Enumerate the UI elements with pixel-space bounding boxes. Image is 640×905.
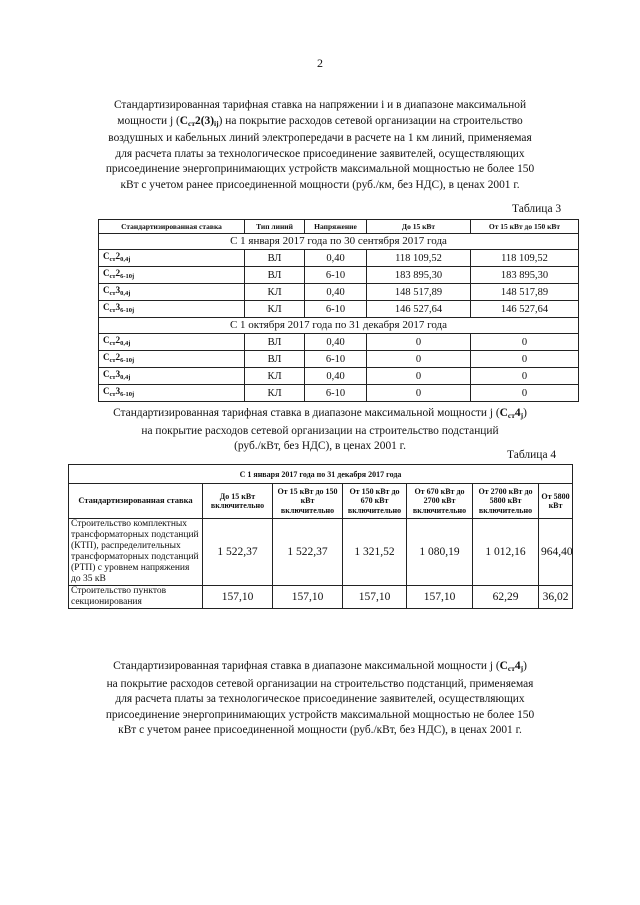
formula-index: 3 — [115, 285, 121, 295]
value-cell: 146 527,64 — [367, 301, 471, 318]
heading-line: на покрытие расходов сетевой организации на строительство подстанций, применяемая — [106, 677, 534, 690]
formula-subscript: ст — [507, 664, 515, 673]
period-label: С 1 января 2017 года по 30 сентября 2017 года — [99, 234, 579, 250]
table-row — [99, 368, 579, 385]
rate-cell — [99, 301, 245, 318]
heading-text: ) — [523, 407, 527, 419]
heading-line: присоединение энергопринимающих устройств максимальной мощностью не более 150 — [105, 708, 535, 721]
line-type-cell: ВЛ — [245, 351, 305, 368]
heading-line — [100, 406, 540, 424]
heading-table3 — [100, 98, 540, 193]
column-header: От 15 кВт до 150 кВт — [471, 220, 579, 234]
heading-line — [100, 659, 540, 677]
heading-text: ) — [523, 660, 527, 672]
voltage-cell: 0,40 — [305, 284, 367, 301]
table4-label: Таблица 4 — [507, 449, 557, 461]
period-row — [99, 318, 579, 334]
formula-index: 2 — [115, 335, 121, 345]
formula-index: 2 — [115, 268, 121, 278]
formula-index: 2 — [115, 251, 121, 261]
table-row — [99, 284, 579, 301]
heading-line: кВт с учетом ранее присоединенной мощности (руб./кВт, без НДС), в ценах 2001 г. — [118, 724, 522, 736]
formula-subscript: 6-10j — [120, 273, 135, 280]
voltage-cell: 6-10 — [305, 385, 367, 402]
formula-subscript: 6-10j — [120, 357, 135, 364]
period-label: С 1 января 2017 года по 31 декабря 2017 года — [69, 465, 573, 484]
formula-subscript: ст — [109, 391, 116, 398]
rate-cell — [99, 385, 245, 402]
value-cell: 0 — [367, 351, 471, 368]
formula-index: 3 — [115, 386, 121, 396]
rate-name-cell: Строительство комплектных трансформаторных подстанций (КТП), распределительных трансформаторных подстанций (РТП) с уровнем напряжения до 35 кВ — [69, 519, 203, 586]
value-cell: 146 527,64 — [471, 301, 579, 318]
line-type-cell: ВЛ — [245, 267, 305, 284]
formula-letter: C — [103, 352, 110, 362]
rate-cell — [99, 334, 245, 351]
formula-subscript: ст — [109, 290, 116, 297]
table-header-row — [99, 220, 579, 234]
formula-subscript: j — [520, 664, 524, 673]
value-cell: 0 — [471, 368, 579, 385]
table-row — [99, 301, 579, 318]
formula-index: 2(3) — [195, 114, 215, 127]
formula-subscript: 6-10j — [120, 307, 135, 314]
column-header: От 670 кВт до 2700 кВт включительно — [407, 484, 473, 519]
formula-letter: C — [103, 369, 110, 379]
table-row — [99, 267, 579, 284]
formula-subscript: ст — [109, 273, 116, 280]
value-cell: 1 522,37 — [273, 519, 343, 586]
table4 — [68, 464, 573, 609]
formula-subscript: 0,4j — [120, 256, 131, 263]
value-cell: 62,29 — [473, 586, 539, 609]
heading-line: (руб./кВт, без НДС), в ценах 2001 г. — [234, 440, 406, 452]
formula-letter: C — [103, 386, 110, 396]
table-row — [69, 519, 573, 586]
column-header: Стандартизированная ставка — [69, 484, 203, 519]
column-header: Стандартизированная ставка — [99, 220, 245, 234]
formula-index: 3 — [115, 302, 121, 312]
heading-text: мощности j ( — [117, 114, 180, 127]
heading-line: Стандартизированная тарифная ставка на напряжении i и в диапазоне максимальной — [113, 99, 527, 111]
rate-cell — [99, 250, 245, 267]
voltage-cell: 6-10 — [305, 267, 367, 284]
voltage-cell: 0,40 — [305, 368, 367, 385]
heading-text: Стандартизированная тарифная ставка в диапазоне максимальной мощности j ( — [113, 660, 500, 672]
formula-subscript: 0,4j — [120, 290, 131, 297]
value-cell: 157,10 — [203, 586, 273, 609]
formula-letter: C — [499, 660, 508, 672]
value-cell: 1 080,19 — [407, 519, 473, 586]
formula-subscript: 0,4j — [120, 374, 131, 381]
heading-line — [100, 114, 540, 132]
heading-line: воздушных и кабельных линий электропередачи в расчете на 1 км линий, применяемая — [108, 132, 532, 144]
line-type-cell: КЛ — [245, 301, 305, 318]
value-cell: 0 — [367, 334, 471, 351]
table-row — [99, 250, 579, 267]
value-cell: 0 — [471, 385, 579, 402]
formula-letter: C — [103, 302, 110, 312]
table-row — [99, 385, 579, 402]
formula-subscript: ст — [109, 340, 116, 347]
value-cell: 183 895,30 — [471, 267, 579, 284]
rate-cell — [99, 267, 245, 284]
value-cell: 1 321,52 — [343, 519, 407, 586]
voltage-cell: 0,40 — [305, 334, 367, 351]
value-cell: 148 517,89 — [471, 284, 579, 301]
column-header: До 15 кВт включительно — [203, 484, 273, 519]
table-row — [99, 334, 579, 351]
heading-text: Стандартизированная тарифная ставка в диапазоне максимальной мощности j ( — [113, 407, 500, 419]
rate-name-cell: Строительство пунктов секционирования — [69, 586, 203, 609]
heading-substations — [100, 659, 540, 739]
value-cell: 0 — [367, 385, 471, 402]
table3-label: Таблица 3 — [512, 203, 562, 215]
formula-subscript: ст — [109, 307, 116, 314]
line-type-cell: КЛ — [245, 284, 305, 301]
table3-body-period1 — [99, 250, 579, 318]
table3 — [98, 219, 579, 402]
formula-letter: C — [103, 268, 110, 278]
formula-letter: C — [103, 251, 110, 261]
rate-cell — [99, 368, 245, 385]
line-type-cell: КЛ — [245, 385, 305, 402]
formula-subscript: ij — [214, 118, 219, 128]
formula-subscript: ст — [507, 411, 515, 420]
table-row — [99, 351, 579, 368]
period-row — [99, 234, 579, 250]
formula-subscript: ст — [188, 118, 196, 128]
formula-letter: C — [179, 114, 189, 127]
table4-body — [69, 519, 573, 609]
table3-body-period2 — [99, 334, 579, 402]
heading-text: ) на покрытие расходов сетевой организации на строительство — [218, 114, 523, 127]
value-cell: 964,40 — [539, 519, 573, 586]
column-header: От 2700 кВт до 5800 кВт включительно — [473, 484, 539, 519]
heading-line: для расчета платы за технологическое присоединение заявителей, осуществляющих — [115, 147, 525, 160]
value-cell: 1 522,37 — [203, 519, 273, 586]
formula-subscript: j — [520, 411, 524, 420]
column-header: Тип линий — [245, 220, 305, 234]
formula-subscript: ст — [109, 374, 116, 381]
formula-index: 4 — [514, 660, 521, 672]
heading-line: для расчета платы за технологическое присоединение заявителей, осуществляющих — [115, 693, 525, 705]
value-cell: 183 895,30 — [367, 267, 471, 284]
page-number: 2 — [317, 56, 323, 70]
column-header: От 15 кВт до 150 кВт включительно — [273, 484, 343, 519]
table-header-row — [69, 484, 573, 519]
value-cell: 118 109,52 — [471, 250, 579, 267]
value-cell: 0 — [367, 368, 471, 385]
heading-line: кВт с учетом ранее присоединенной мощности (руб./км, без НДС), в ценах 2001 г. — [120, 178, 520, 191]
formula-subscript: ст — [109, 256, 116, 263]
column-header: От 5800 кВт — [539, 484, 573, 519]
voltage-cell: 6-10 — [305, 351, 367, 368]
voltage-cell: 6-10 — [305, 301, 367, 318]
formula-subscript: 0,4j — [120, 340, 131, 347]
value-cell: 157,10 — [407, 586, 473, 609]
formula-letter: C — [103, 285, 110, 295]
value-cell: 148 517,89 — [367, 284, 471, 301]
formula-letter: C — [103, 335, 110, 345]
formula-subscript: ст — [109, 357, 116, 364]
column-header: До 15 кВт — [367, 220, 471, 234]
line-type-cell: ВЛ — [245, 250, 305, 267]
value-cell: 157,10 — [273, 586, 343, 609]
heading-table4 — [100, 406, 540, 455]
rate-cell — [99, 284, 245, 301]
formula-letter: C — [499, 407, 508, 419]
value-cell: 0 — [471, 334, 579, 351]
line-type-cell: ВЛ — [245, 334, 305, 351]
value-cell: 157,10 — [343, 586, 407, 609]
line-type-cell: КЛ — [245, 368, 305, 385]
value-cell: 36,02 — [539, 586, 573, 609]
period-row — [69, 465, 573, 484]
formula-subscript: 6-10j — [120, 391, 135, 398]
formula-index: 2 — [115, 352, 121, 362]
rate-cell — [99, 351, 245, 368]
value-cell: 118 109,52 — [367, 250, 471, 267]
column-header: Напряжение — [305, 220, 367, 234]
column-header: От 150 кВт до 670 кВт включительно — [343, 484, 407, 519]
table-row — [69, 586, 573, 609]
heading-line: на покрытие расходов сетевой организации на строительство подстанций — [141, 424, 499, 437]
value-cell: 1 012,16 — [473, 519, 539, 586]
value-cell: 0 — [471, 351, 579, 368]
formula-index: 4 — [514, 407, 521, 419]
period-label: С 1 октября 2017 года по 31 декабря 2017 года — [99, 318, 579, 334]
heading-line: присоединение энергопринимающих устройств максимальной мощностью не более 150 — [105, 163, 535, 175]
formula-index: 3 — [115, 369, 121, 379]
voltage-cell: 0,40 — [305, 250, 367, 267]
